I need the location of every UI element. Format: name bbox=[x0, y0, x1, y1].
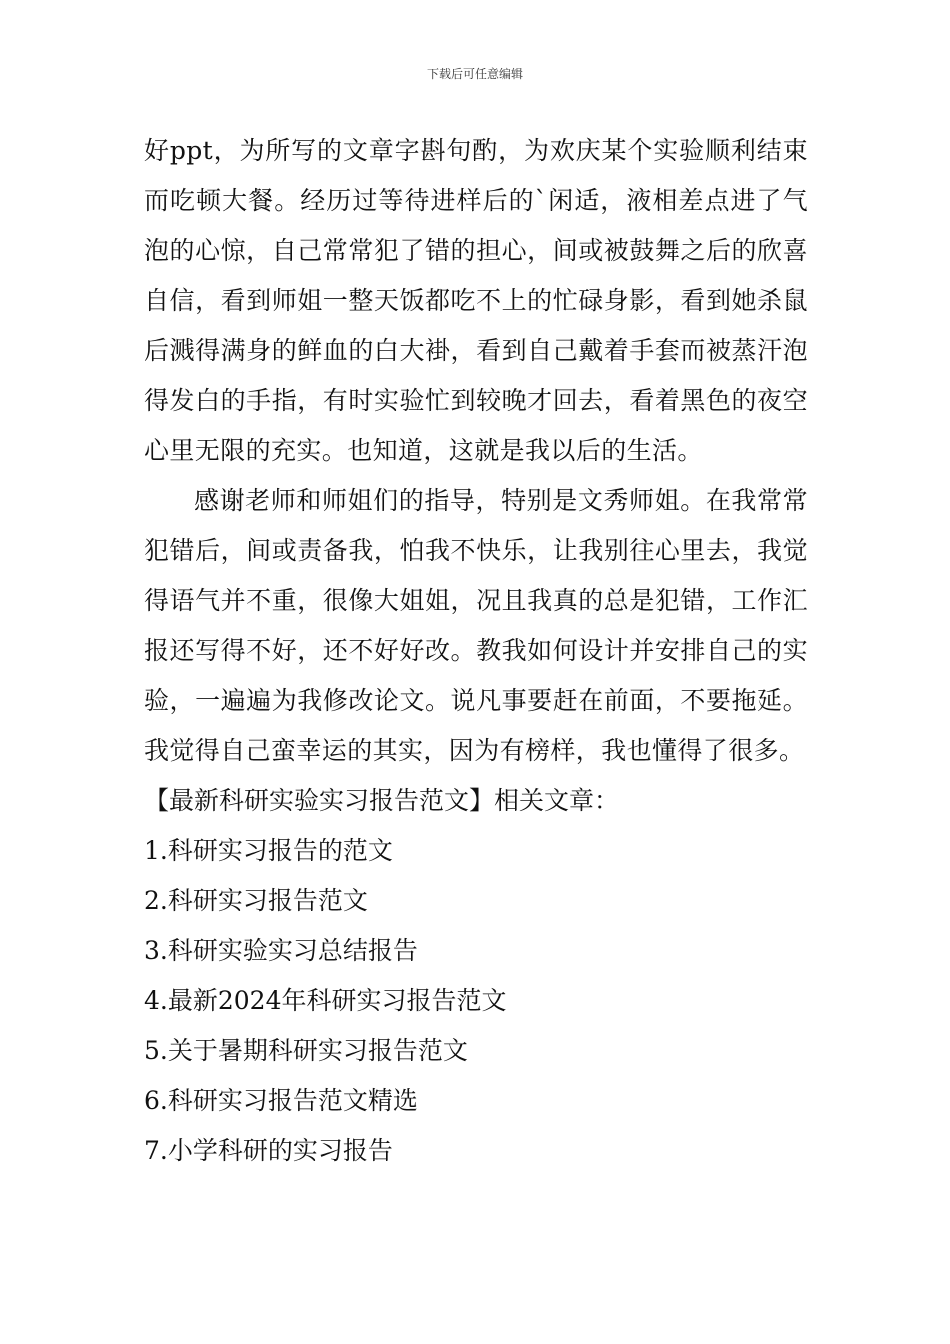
related-article-link-3[interactable]: 3.科研实验实习总结报告 bbox=[144, 936, 418, 965]
document-body bbox=[144, 126, 808, 1176]
body-paragraph-1: 好ppt，为所写的文章字斟句酌，为欢庆某个实验顺利结束而吃顿大餐。经历过等待进样后的`闲适，液相差点进了气泡的心惊，自己常常犯了错的担心，间或被鼓舞之后的欣喜自信，看到师姐一整天饭都吃不上的忙碌身影，看到她杀鼠后溅得满身的鲜血的白大褂，看到自己戴着手套而被蒸汗泡得发白的手指，有时实验忙到较晚才回去，看着黑色的夜空心里无限的充实。也知道，这就是我以后的生活。 bbox=[144, 136, 808, 465]
page-header-note: 下载后可任意编辑 bbox=[426, 67, 523, 81]
related-articles-list bbox=[144, 826, 808, 1176]
related-article-link-1[interactable]: 1.科研实习报告的范文 bbox=[144, 836, 393, 865]
related-article-link-7[interactable]: 7.小学科研的实习报告 bbox=[144, 1136, 393, 1165]
related-article-link-5[interactable]: 5.关于暑期科研实习报告范文 bbox=[144, 1036, 468, 1065]
related-article-link-4[interactable]: 4.最新2024年科研实习报告范文 bbox=[144, 986, 507, 1015]
related-articles-title: 【最新科研实验实习报告范文】相关文章： bbox=[144, 786, 620, 815]
body-paragraph-2: 感谢老师和师姐们的指导，特别是文秀师姐。在我常常犯错后，间或责备我，怕我不快乐，让我别往心里去，我觉得语气并不重，很像大姐姐，况且我真的总是犯错，工作汇报还写得不好，还不好好改。教我如何设计并安排自己的实验，一遍遍为我修改论文。说凡事要赶在前面，不要拖延。我觉得自己蛮幸运的其实，因为有榜样，我也懂得了很多。 bbox=[144, 486, 808, 765]
related-article-link-2[interactable]: 2.科研实习报告范文 bbox=[144, 886, 368, 915]
related-article-link-6[interactable]: 6.科研实习报告范文精选 bbox=[144, 1086, 418, 1115]
